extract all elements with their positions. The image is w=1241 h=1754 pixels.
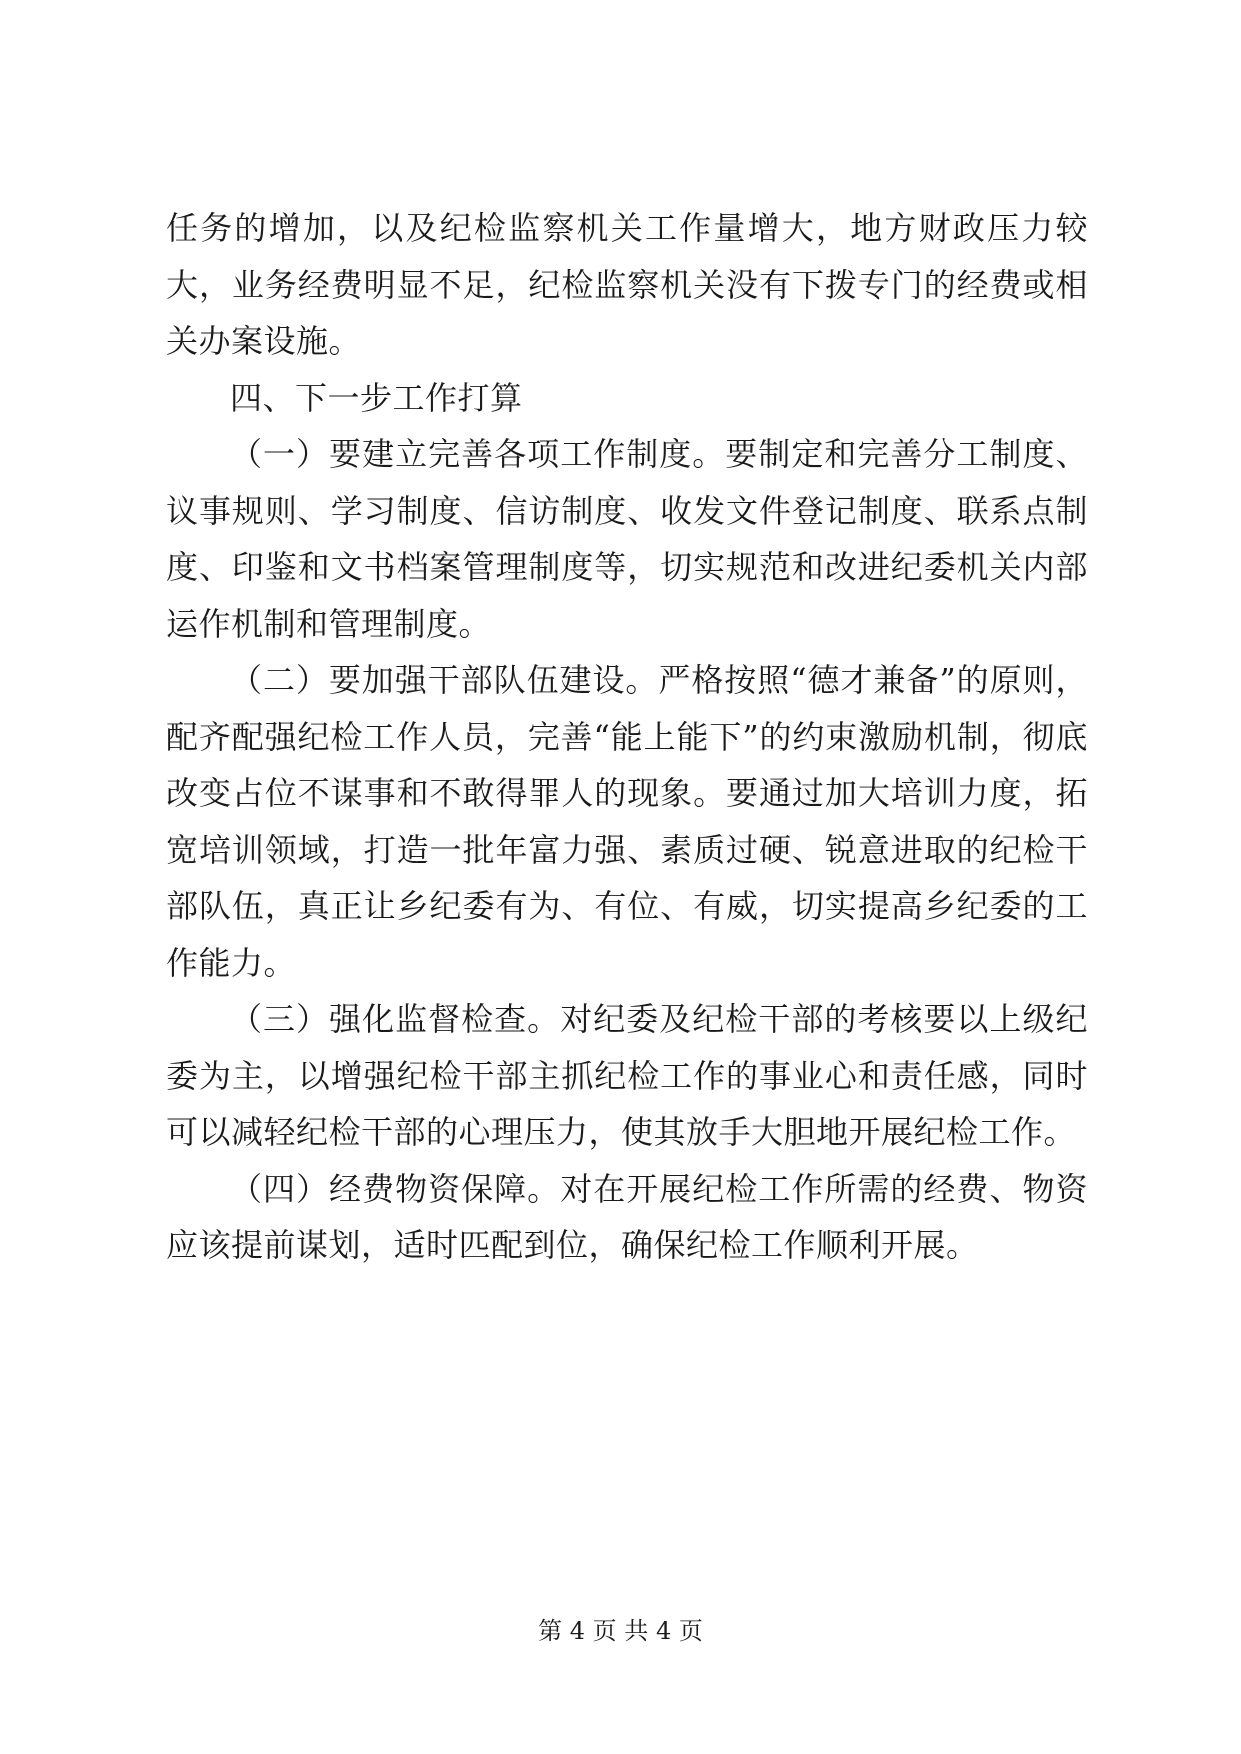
paragraph-item-2: （二）要加强干部队伍建设。严格按照“德才兼备”的原则，配齐配强纪检工作人员，完善“能上能下”的约束激励机制，彻底改变占位不谋事和不敢得罪人的现象。要通过加大培训力度，拓宽培训领域，打造一批年富力强、素质过硬、锐意进取的纪检干部队伍，真正让乡纪委有为、有位、有威，切实提高乡纪委的工作能力。 bbox=[166, 661, 1088, 982]
document-body bbox=[166, 200, 1088, 1274]
paragraph-item-3: （三）强化监督检查。对纪委及纪检干部的考核要以上级纪委为主，以增强纪检干部主抓纪检工作的事业心和责任感，同时可以减轻纪检干部的心理压力，使其放手大胆地开展纪检工作。 bbox=[166, 1000, 1088, 1151]
page-footer: 第 4 页 共 4 页 bbox=[538, 1617, 703, 1645]
paragraph-item-4: （四）经费物资保障。对在开展纪检工作所需的经费、物资应该提前谋划，适时匹配到位，确保纪检工作顺利开展。 bbox=[166, 1169, 1088, 1264]
paragraph-continuation: 任务的增加，以及纪检监察机关工作量增大，地方财政压力较大，业务经费明显不足，纪检监察机关没有下拨专门的经费或相关办案设施。 bbox=[166, 209, 1088, 360]
paragraph-item-1: （一）要建立完善各项工作制度。要制定和完善分工制度、议事规则、学习制度、信访制度、收发文件登记制度、联系点制度、印鉴和文书档案管理制度等，切实规范和改进纪委机关内部运作机制和管理制度。 bbox=[166, 435, 1088, 643]
section-heading: 四、下一步工作打算 bbox=[230, 378, 523, 417]
